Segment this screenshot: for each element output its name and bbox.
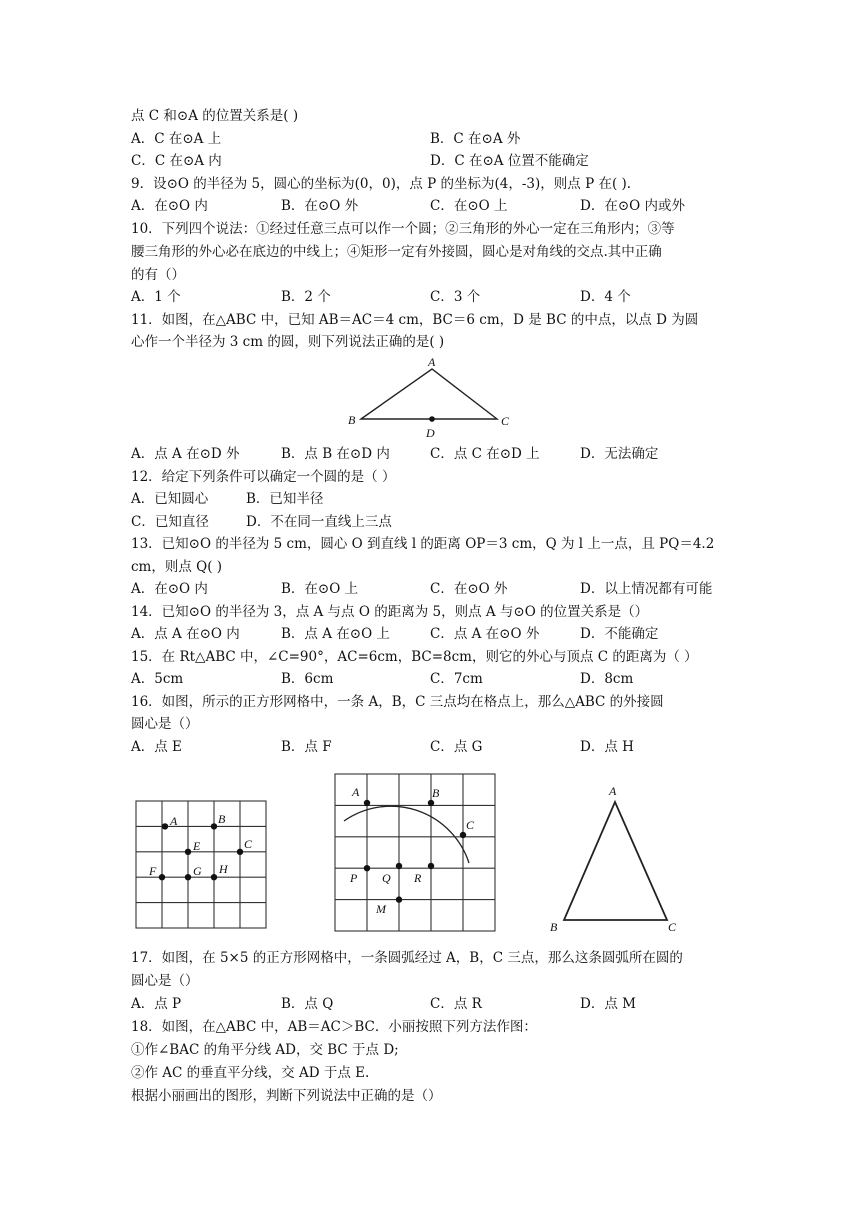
q13-stem-line1: 13．已知⊙O 的半径为 5 cm，圆心 O 到直线 l 的距离 OP＝3 cm，Q 为 l 上一点，且 PQ＝4.2 bbox=[131, 536, 715, 552]
label-a: A bbox=[170, 814, 178, 828]
label-b: B bbox=[550, 920, 558, 934]
q9-stem: 9．设⊙O 的半径为 5，圆心的坐标为(0，0)，点 P 的坐标为(4，-3)，则点 P 在( ). bbox=[131, 176, 632, 192]
q12-option-d: D．不在同一直线上三点 bbox=[246, 514, 392, 530]
q14-option-d: D．不能确定 bbox=[580, 626, 659, 642]
q14-option-b: B．点 A 在⊙O 上 bbox=[281, 626, 390, 642]
q10-stem-line2: 腰三角形的外心必在底边的中线上；④矩形一定有外接圆，圆心是对角线的交点.其中正确 bbox=[131, 244, 662, 260]
q8-option-a: A．C 在⊙A 上 bbox=[131, 131, 222, 147]
label-a: A bbox=[352, 785, 360, 799]
q15-option-b: B．6cm bbox=[281, 671, 334, 687]
label-a: A bbox=[428, 355, 436, 369]
q16-option-d: D．点 H bbox=[580, 739, 634, 755]
triangle-abc bbox=[564, 802, 667, 920]
q17-option-c: C．点 R bbox=[430, 996, 482, 1012]
q10-option-b: B．2 个 bbox=[281, 289, 331, 305]
label-b: B bbox=[348, 413, 356, 427]
label-b: B bbox=[432, 786, 440, 800]
q16-option-a: A．点 E bbox=[131, 739, 182, 755]
q17-option-a: A．点 P bbox=[131, 996, 182, 1012]
q10-stem-line1: 10．下列四个说法：①经过任意三点可以作一个圆；②三角形的外心一定在三角形内；③等 bbox=[131, 221, 675, 237]
q18-step-1: ①作∠BAC 的角平分线 AD，交 BC 于点 D; bbox=[131, 1042, 399, 1058]
label-c: C bbox=[668, 920, 677, 934]
q11-option-a: A．点 A 在⊙D 外 bbox=[131, 446, 240, 462]
label-c: C bbox=[244, 837, 253, 851]
label-c: C bbox=[466, 818, 475, 832]
label-r: R bbox=[414, 871, 422, 885]
q12-option-a: A．已知圆心 bbox=[131, 491, 209, 507]
q16-stem-line2: 圆心是（） bbox=[131, 716, 199, 732]
q16-option-c: C．点 G bbox=[430, 739, 483, 755]
q10-option-a: A．1 个 bbox=[131, 289, 181, 305]
q13-option-c: C．在⊙O 外 bbox=[430, 581, 508, 597]
label-q: Q bbox=[382, 871, 391, 885]
q13-option-d: D．以上情况都有可能 bbox=[580, 581, 713, 597]
q15-option-d: D．8cm bbox=[580, 671, 634, 687]
q16-option-b: B．点 F bbox=[281, 739, 332, 755]
q10-stem-line3: 的有（） bbox=[131, 267, 185, 283]
label-a: A bbox=[609, 784, 617, 798]
q17-stem-line2: 圆心是（） bbox=[131, 973, 199, 989]
q14-option-c: C．点 A 在⊙O 外 bbox=[430, 626, 540, 642]
q17-option-b: B．点 Q bbox=[281, 996, 334, 1012]
q18-step-2: ②作 AC 的垂直平分线，交 AD 于点 E. bbox=[131, 1065, 370, 1081]
label-b: B bbox=[218, 812, 226, 826]
q18-stem-line1: 18．如图，在△ABC 中，AB＝AC＞BC．小丽按照下列方法作图： bbox=[131, 1019, 537, 1035]
point-d bbox=[429, 416, 435, 422]
label-f: F bbox=[149, 864, 157, 878]
q11-option-b: B．点 B 在⊙D 内 bbox=[281, 446, 390, 462]
q13-stem-line2: cm，则点 Q( ) bbox=[131, 559, 223, 575]
q10-option-c: C．3 个 bbox=[430, 289, 481, 305]
q14-stem: 14．已知⊙O 的半径为 3，点 A 与点 O 的距离为 5，则点 A 与⊙O 的位置关系是（） bbox=[131, 604, 649, 620]
q11-option-d: D．无法确定 bbox=[580, 446, 659, 462]
q11-triangle-figure bbox=[340, 355, 520, 440]
label-e: E bbox=[193, 839, 201, 853]
q11-stem-line1: 11．如图，在△ABC 中，已知 AB＝AC＝4 cm，BC＝6 cm，D 是 BC 的中点，以点 D 为圆 bbox=[131, 312, 699, 328]
q15-option-a: A．5cm bbox=[131, 671, 184, 687]
q16-grid-figure bbox=[135, 800, 267, 930]
q8-option-d: D．C 在⊙A 位置不能确定 bbox=[430, 153, 589, 169]
label-h: H bbox=[219, 862, 228, 876]
q9-option-c: C．在⊙O 上 bbox=[430, 198, 508, 214]
q8-stem-tail: 点 C 和⊙A 的位置关系是( ) bbox=[131, 108, 299, 124]
label-m: M bbox=[376, 902, 386, 916]
q11-stem-line2: 心作一个半径为 3 cm 的圆，则下列说法正确的是( ) bbox=[131, 334, 445, 350]
q15-option-c: C．7cm bbox=[430, 671, 483, 687]
q17-arc-figure bbox=[334, 773, 496, 933]
q12-stem: 12．给定下列条件可以确定一个圆的是（ ） bbox=[131, 469, 396, 485]
q13-option-a: A．在⊙O 内 bbox=[131, 581, 208, 597]
q9-option-a: A．在⊙O 内 bbox=[131, 198, 208, 214]
q17-stem-line1: 17．如图，在 5×5 的正方形网格中，一条圆弧经过 A，B，C 三点，那么这条圆弧所在圆的 bbox=[131, 950, 683, 966]
triangle-abc bbox=[361, 369, 497, 419]
q16-stem-line1: 16．如图，所示的正方形网格中，一条 A，B，C 三点均在格点上，那么△ABC 的外接圆 bbox=[131, 694, 664, 710]
q12-option-c: C．已知直径 bbox=[131, 514, 209, 530]
label-g: G bbox=[193, 864, 202, 878]
q8-option-c: C．C 在⊙A 内 bbox=[131, 153, 222, 169]
q14-option-a: A．点 A 在⊙O 内 bbox=[131, 626, 240, 642]
q11-option-c: C．点 C 在⊙D 上 bbox=[430, 446, 540, 462]
q15-stem: 15．在 Rt△ABC 中，∠C=90°，AC=6cm，BC=8cm，则它的外心与顶点 C 的距离为（ ） bbox=[131, 649, 698, 665]
q10-option-d: D．4 个 bbox=[580, 289, 631, 305]
q12-option-b: B．已知半径 bbox=[246, 491, 324, 507]
q18-question: 根据小丽画出的图形，判断下列说法中正确的是（） bbox=[131, 1088, 442, 1104]
q17-option-d: D．点 M bbox=[580, 996, 636, 1012]
q18-triangle-figure bbox=[548, 780, 688, 932]
arc-abc bbox=[344, 806, 469, 863]
label-d: D bbox=[426, 426, 435, 440]
label-p: P bbox=[350, 871, 358, 885]
q8-option-b: B．C 在⊙A 外 bbox=[430, 131, 521, 147]
q9-option-b: B．在⊙O 外 bbox=[281, 198, 359, 214]
q9-option-d: D．在⊙O 内或外 bbox=[580, 198, 685, 214]
label-c: C bbox=[501, 414, 510, 428]
arc-points bbox=[364, 800, 466, 903]
q13-option-b: B．在⊙O 上 bbox=[281, 581, 359, 597]
